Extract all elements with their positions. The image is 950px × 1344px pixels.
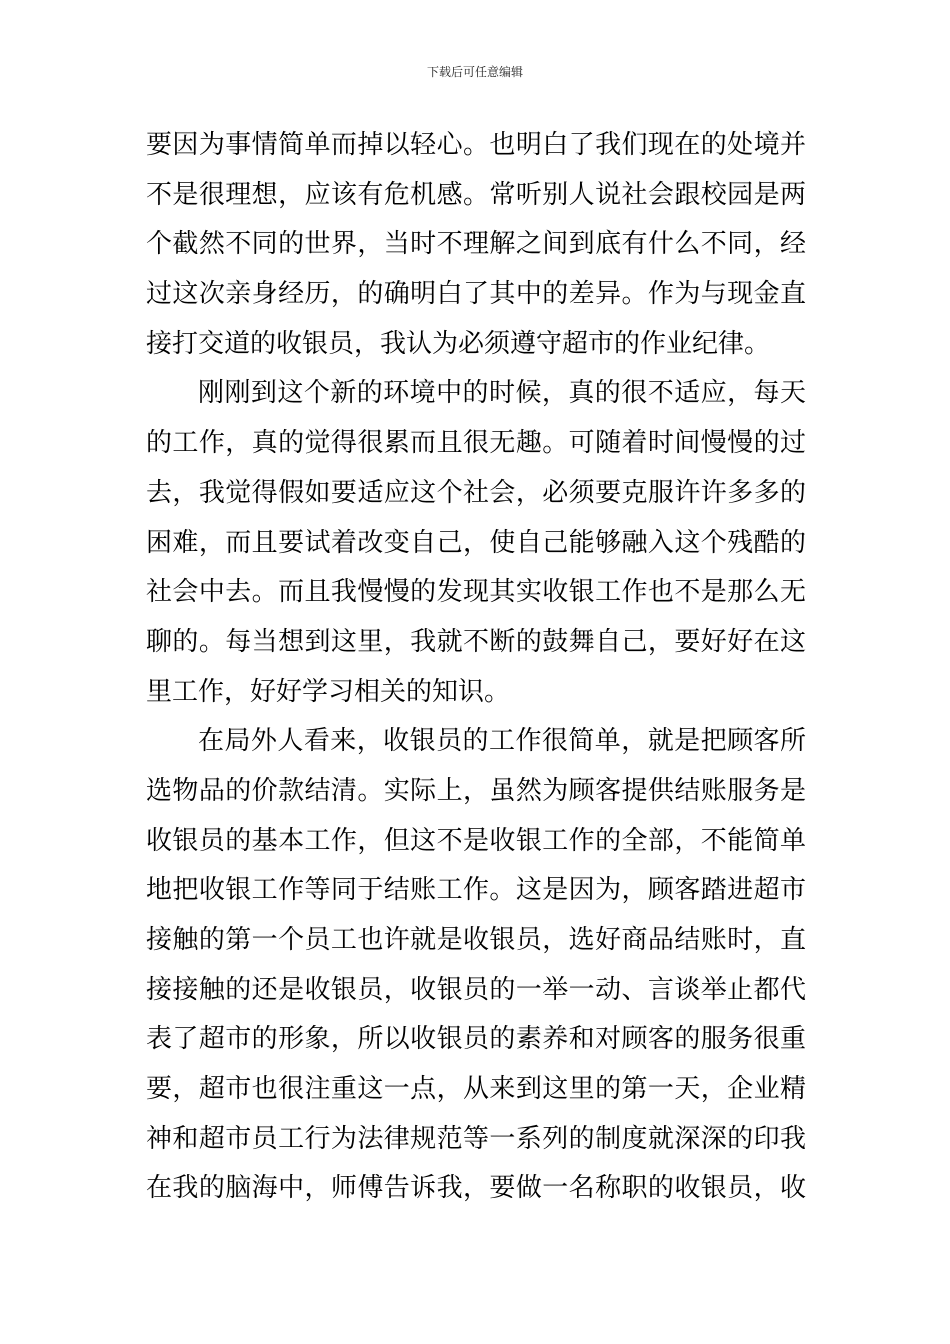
body-text — [146, 121, 806, 1214]
text-line: 不是很理想，应该有危机感。常听别人说社会跟校园是两 — [146, 179, 806, 210]
paragraph — [146, 121, 806, 369]
text-line: 过这次亲身经历，的确明白了其中的差异。作为与现金直 — [146, 279, 806, 310]
text-line: 里工作，好好学习相关的知识。 — [146, 676, 511, 707]
paragraph — [146, 717, 806, 1214]
text-line: 收银员的基本工作，但这不是收银工作的全部，不能简单 — [146, 825, 806, 856]
text-line: 去，我觉得假如要适应这个社会，必须要克服许许多多的 — [146, 477, 806, 508]
text-line: 的工作，真的觉得很累而且很无趣。可随着时间慢慢的过 — [146, 428, 806, 459]
text-line: 在局外人看来，收银员的工作很简单，就是把顾客所 — [198, 726, 806, 757]
text-line: 在我的脑海中，师傅告诉我，要做一名称职的收银员，收 — [146, 1173, 806, 1204]
text-line: 要，超市也很注重这一点，从来到这里的第一天，企业精 — [146, 1074, 806, 1105]
text-line: 刚刚到这个新的环境中的时候，真的很不适应，每天 — [198, 378, 806, 409]
paragraph — [146, 369, 806, 717]
text-line: 个截然不同的世界，当时不理解之间到底有什么不同，经 — [146, 229, 806, 260]
text-line: 地把收银工作等同于结账工作。这是因为，顾客踏进超市 — [146, 875, 806, 906]
header-note: 下载后可任意编辑 — [426, 65, 523, 79]
text-line: 接触的第一个员工也许就是收银员，选好商品结账时，直 — [146, 925, 806, 955]
text-line: 困难，而且要试着改变自己，使自己能够融入这个残酷的 — [146, 527, 806, 558]
text-line: 神和超市员工行为法律规范等一系列的制度就深深的印我 — [146, 1123, 806, 1154]
text-line: 要因为事情简单而掉以轻心。也明白了我们现在的处境并 — [146, 130, 806, 160]
text-line: 社会中去。而且我慢慢的发现其实收银工作也不是那么无 — [146, 577, 806, 608]
text-line: 接打交道的收银员，我认为必须遵守超市的作业纪律。 — [146, 328, 771, 359]
text-line: 表了超市的形象，所以收银员的素养和对顾客的服务很重 — [146, 1024, 806, 1055]
text-line: 聊的。每当想到这里，我就不断的鼓舞自己，要好好在这 — [146, 626, 806, 657]
text-line: 接接触的还是收银员，收银员的一举一动、言谈举止都代 — [146, 974, 806, 1005]
text-line: 选物品的价款结清。实际上，虽然为顾客提供结账服务是 — [146, 775, 806, 806]
